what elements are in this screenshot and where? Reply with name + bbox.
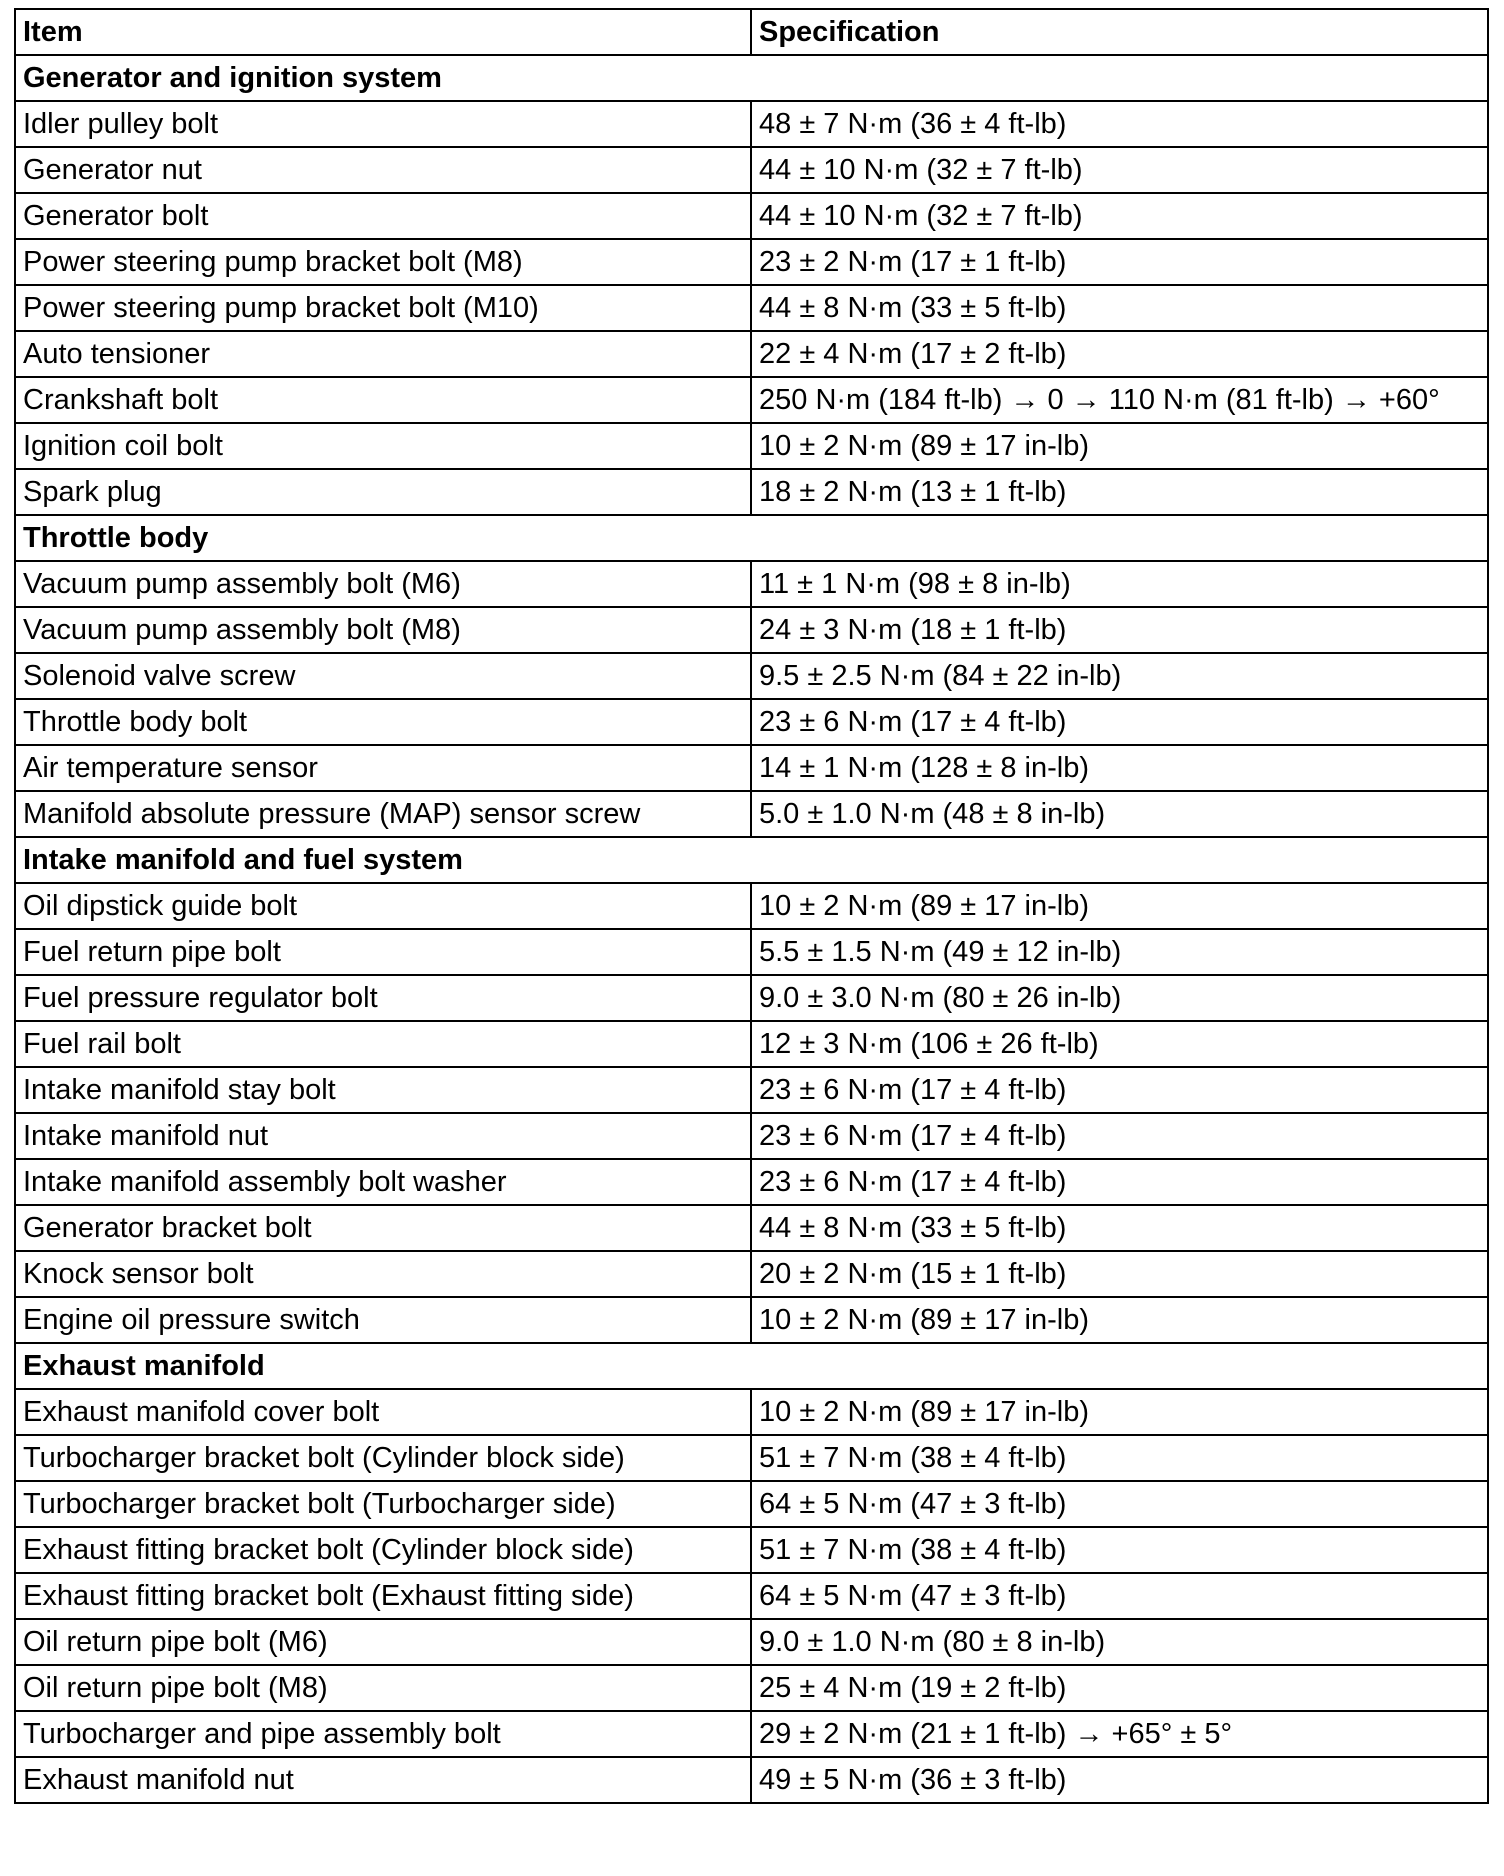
table-row <box>15 1159 1488 1205</box>
item-cell: Generator bracket bolt <box>15 1205 751 1251</box>
table-row <box>15 975 1488 1021</box>
specification-cell: 64 ± 5 N·m (47 ± 3 ft-lb) <box>751 1481 1488 1527</box>
item-cell: Power steering pump bracket bolt (M10) <box>15 285 751 331</box>
table-row <box>15 101 1488 147</box>
item-cell: Solenoid valve screw <box>15 653 751 699</box>
item-cell: Generator nut <box>15 147 751 193</box>
specification-cell: 250 N·m (184 ft-lb) → 0 → 110 N·m (81 ft-lb) → +60° <box>751 377 1488 423</box>
specification-cell: 9.5 ± 2.5 N·m (84 ± 22 in-lb) <box>751 653 1488 699</box>
item-cell: Engine oil pressure switch <box>15 1297 751 1343</box>
item-cell: Crankshaft bolt <box>15 377 751 423</box>
item-cell: Turbocharger and pipe assembly bolt <box>15 1711 751 1757</box>
table-row <box>15 1711 1488 1757</box>
item-cell: Exhaust manifold nut <box>15 1757 751 1803</box>
specification-cell: 14 ± 1 N·m (128 ± 8 in-lb) <box>751 745 1488 791</box>
table-row <box>15 1573 1488 1619</box>
specification-cell: 48 ± 7 N·m (36 ± 4 ft-lb) <box>751 101 1488 147</box>
table-row <box>15 1297 1488 1343</box>
specification-cell: 10 ± 2 N·m (89 ± 17 in-lb) <box>751 883 1488 929</box>
item-cell: Turbocharger bracket bolt (Cylinder block side) <box>15 1435 751 1481</box>
column-header-item: Item <box>15 9 751 55</box>
item-cell: Idler pulley bolt <box>15 101 751 147</box>
item-cell: Fuel pressure regulator bolt <box>15 975 751 1021</box>
table-row <box>15 1021 1488 1067</box>
section-title: Intake manifold and fuel system <box>15 837 1488 883</box>
column-header-specification: Specification <box>751 9 1488 55</box>
table-row <box>15 147 1488 193</box>
table-body <box>15 55 1488 1803</box>
specification-cell: 23 ± 6 N·m (17 ± 4 ft-lb) <box>751 699 1488 745</box>
section-title: Throttle body <box>15 515 1488 561</box>
item-cell: Intake manifold nut <box>15 1113 751 1159</box>
table-row <box>15 1389 1488 1435</box>
table-row <box>15 1527 1488 1573</box>
table-header <box>15 9 1488 55</box>
specification-cell: 44 ± 10 N·m (32 ± 7 ft-lb) <box>751 147 1488 193</box>
specification-cell: 44 ± 8 N·m (33 ± 5 ft-lb) <box>751 1205 1488 1251</box>
specification-cell: 23 ± 6 N·m (17 ± 4 ft-lb) <box>751 1113 1488 1159</box>
item-cell: Ignition coil bolt <box>15 423 751 469</box>
specification-cell: 23 ± 6 N·m (17 ± 4 ft-lb) <box>751 1159 1488 1205</box>
table-row <box>15 1067 1488 1113</box>
specification-cell: 51 ± 7 N·m (38 ± 4 ft-lb) <box>751 1527 1488 1573</box>
table-row <box>15 423 1488 469</box>
table-row <box>15 1113 1488 1159</box>
item-cell: Exhaust fitting bracket bolt (Cylinder block side) <box>15 1527 751 1573</box>
section-title: Exhaust manifold <box>15 1343 1488 1389</box>
specification-cell: 5.5 ± 1.5 N·m (49 ± 12 in-lb) <box>751 929 1488 975</box>
specification-cell: 64 ± 5 N·m (47 ± 3 ft-lb) <box>751 1573 1488 1619</box>
item-cell: Oil return pipe bolt (M8) <box>15 1665 751 1711</box>
section-row <box>15 515 1488 561</box>
item-cell: Vacuum pump assembly bolt (M8) <box>15 607 751 653</box>
item-cell: Spark plug <box>15 469 751 515</box>
specification-cell: 10 ± 2 N·m (89 ± 17 in-lb) <box>751 1297 1488 1343</box>
table-row <box>15 285 1488 331</box>
table-row <box>15 1435 1488 1481</box>
header-row <box>15 9 1488 55</box>
item-cell: Throttle body bolt <box>15 699 751 745</box>
item-cell: Turbocharger bracket bolt (Turbocharger side) <box>15 1481 751 1527</box>
specification-cell: 9.0 ± 1.0 N·m (80 ± 8 in-lb) <box>751 1619 1488 1665</box>
specification-cell: 44 ± 8 N·m (33 ± 5 ft-lb) <box>751 285 1488 331</box>
torque-spec-table <box>14 8 1489 1804</box>
table-row <box>15 929 1488 975</box>
table-row <box>15 745 1488 791</box>
table-row <box>15 607 1488 653</box>
specification-cell: 10 ± 2 N·m (89 ± 17 in-lb) <box>751 1389 1488 1435</box>
specification-cell: 49 ± 5 N·m (36 ± 3 ft-lb) <box>751 1757 1488 1803</box>
item-cell: Fuel return pipe bolt <box>15 929 751 975</box>
specification-cell: 25 ± 4 N·m (19 ± 2 ft-lb) <box>751 1665 1488 1711</box>
item-cell: Exhaust fitting bracket bolt (Exhaust fitting side) <box>15 1573 751 1619</box>
specification-cell: 24 ± 3 N·m (18 ± 1 ft-lb) <box>751 607 1488 653</box>
item-cell: Air temperature sensor <box>15 745 751 791</box>
table-row <box>15 561 1488 607</box>
table-row <box>15 377 1488 423</box>
item-cell: Exhaust manifold cover bolt <box>15 1389 751 1435</box>
section-row <box>15 55 1488 101</box>
specification-cell: 51 ± 7 N·m (38 ± 4 ft-lb) <box>751 1435 1488 1481</box>
specification-cell: 29 ± 2 N·m (21 ± 1 ft-lb) → +65° ± 5° <box>751 1711 1488 1757</box>
specification-cell: 9.0 ± 3.0 N·m (80 ± 26 in-lb) <box>751 975 1488 1021</box>
specification-cell: 11 ± 1 N·m (98 ± 8 in-lb) <box>751 561 1488 607</box>
specification-cell: 23 ± 6 N·m (17 ± 4 ft-lb) <box>751 1067 1488 1113</box>
item-cell: Knock sensor bolt <box>15 1251 751 1297</box>
specification-cell: 22 ± 4 N·m (17 ± 2 ft-lb) <box>751 331 1488 377</box>
item-cell: Auto tensioner <box>15 331 751 377</box>
specification-cell: 44 ± 10 N·m (32 ± 7 ft-lb) <box>751 193 1488 239</box>
item-cell: Fuel rail bolt <box>15 1021 751 1067</box>
table-row <box>15 193 1488 239</box>
table-row <box>15 1665 1488 1711</box>
item-cell: Power steering pump bracket bolt (M8) <box>15 239 751 285</box>
section-title: Generator and ignition system <box>15 55 1488 101</box>
item-cell: Vacuum pump assembly bolt (M6) <box>15 561 751 607</box>
item-cell: Manifold absolute pressure (MAP) sensor screw <box>15 791 751 837</box>
item-cell: Oil return pipe bolt (M6) <box>15 1619 751 1665</box>
specification-cell: 23 ± 2 N·m (17 ± 1 ft-lb) <box>751 239 1488 285</box>
specification-cell: 12 ± 3 N·m (106 ± 26 ft-lb) <box>751 1021 1488 1067</box>
item-cell: Oil dipstick guide bolt <box>15 883 751 929</box>
table-row <box>15 1205 1488 1251</box>
table-row <box>15 239 1488 285</box>
section-row <box>15 1343 1488 1389</box>
table-row <box>15 1481 1488 1527</box>
specification-cell: 10 ± 2 N·m (89 ± 17 in-lb) <box>751 423 1488 469</box>
table-row <box>15 331 1488 377</box>
table-row <box>15 1619 1488 1665</box>
table-row <box>15 791 1488 837</box>
table-row <box>15 1757 1488 1803</box>
table-row <box>15 883 1488 929</box>
section-row <box>15 837 1488 883</box>
table-row <box>15 1251 1488 1297</box>
item-cell: Intake manifold assembly bolt washer <box>15 1159 751 1205</box>
item-cell: Intake manifold stay bolt <box>15 1067 751 1113</box>
item-cell: Generator bolt <box>15 193 751 239</box>
specification-cell: 20 ± 2 N·m (15 ± 1 ft-lb) <box>751 1251 1488 1297</box>
table-row <box>15 699 1488 745</box>
specification-cell: 18 ± 2 N·m (13 ± 1 ft-lb) <box>751 469 1488 515</box>
table-row <box>15 469 1488 515</box>
specification-cell: 5.0 ± 1.0 N·m (48 ± 8 in-lb) <box>751 791 1488 837</box>
table-row <box>15 653 1488 699</box>
